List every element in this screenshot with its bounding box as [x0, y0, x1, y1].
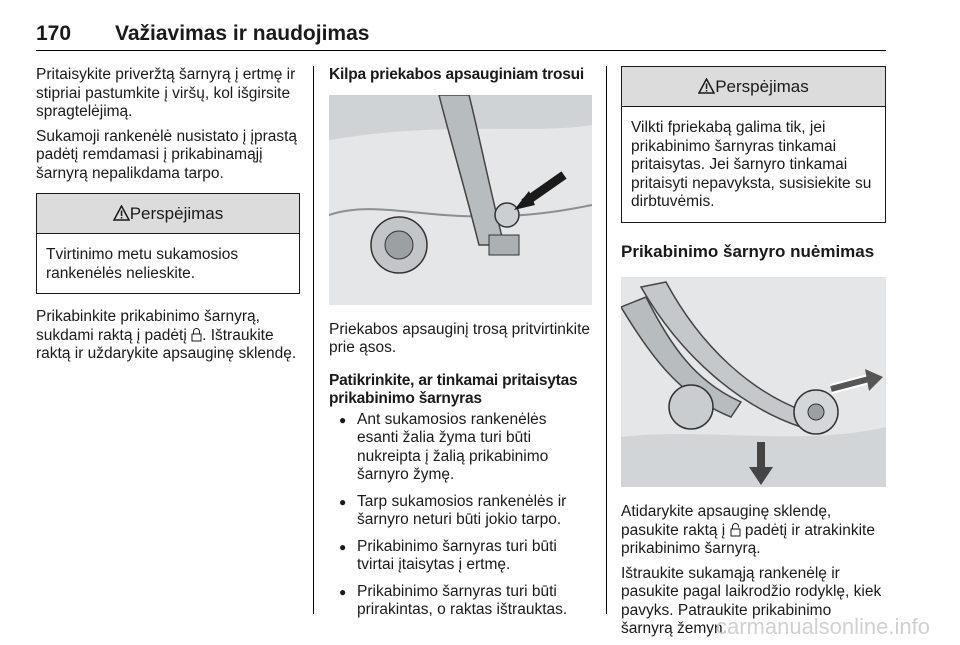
- page-number: 170: [36, 22, 72, 45]
- warning-title: Perspėjimas: [715, 77, 809, 96]
- column-1: [36, 66, 300, 370]
- text: padėtį ir atrakinkite prikabinimo šarnyrą.: [621, 521, 875, 557]
- column-3: [621, 66, 886, 645]
- warning-text: Tvirtinimo metu sukamosios rankenėlės nelieskite.: [46, 246, 239, 282]
- section-heading: Kilpa priekabos apsauginiam trosui: [329, 66, 585, 83]
- figure-caption: Priekabos apsauginį trosą pritvirtinkite prie ąsos.: [329, 320, 591, 356]
- paragraph: [621, 503, 886, 559]
- warning-text: Vilkti fpriekabą galima tik, jei prikabinimo šarnyras tinkamai pritaisytas. Jei šarnyro tinkamai pritaisyti nepavyksta, susisiekite su dirbtuvėmis.: [631, 119, 872, 210]
- watermark: carmanualsonline.info: [715, 614, 930, 639]
- text: . Ištraukite raktą ir uždarykite apsauginę sklendę.: [36, 326, 297, 362]
- list-item: ● Tarp sukamosios rankenėlės ir šarnyro neturi būti jokio tarpo.: [329, 493, 592, 530]
- page-title: Važiavimas ir naudojimas: [115, 22, 370, 45]
- warning-box: [36, 193, 300, 294]
- page-header: [36, 20, 886, 51]
- column-2: [329, 66, 592, 628]
- paragraph: Sukamoji rankenėlė nusistato į įprastą padėtį remdamasi į prikabinamąjį šarnyrą nepalikdama tarpo.: [36, 127, 298, 182]
- warning-icon: [113, 205, 130, 221]
- paragraph: Pritaisykite priveržtą šarnyrą į ertmę ir stipriai pastumkite į viršų, kol išgirsite spragtelėjimą.: [36, 66, 296, 120]
- warning-header: [37, 194, 299, 234]
- warning-box: [621, 66, 886, 223]
- list-item: ● Prikabinimo šarnyras turi būti tvirtai įtaisytas į ertmę.: [329, 538, 592, 575]
- paragraph: [36, 308, 300, 364]
- column-divider: [606, 66, 607, 614]
- check-list: [329, 411, 592, 620]
- column-divider: [313, 66, 314, 614]
- warning-header: [622, 67, 885, 107]
- warning-icon: [698, 78, 715, 94]
- check-heading: Patikrinkite, ar tinkamai pritaisytas prikabinimo šarnyras: [329, 371, 578, 407]
- trailer-cable-eye-illustration: [329, 95, 592, 305]
- remove-coupling-illustration: [621, 277, 886, 487]
- list-item: ● Ant sukamosios rankenėlės esanti žalia žyma turi būti nukreipta į žalią prikabinimo šarnyro žymę.: [329, 411, 592, 485]
- text: Prikabinkite prikabinimo šarnyrą, sukdami raktą į padėtį: [36, 308, 260, 344]
- lock-open-icon: [730, 522, 741, 537]
- lock-closed-icon: [191, 327, 202, 342]
- paragraph: Ištraukite sukamąją rankenėlę ir pasukite pagal laikrodžio rodyklę, kiek pavyks. Patraukite prikabinimo šarnyrą žemyn.: [621, 564, 882, 637]
- warning-title: Perspėjimas: [129, 204, 224, 223]
- list-item: ● Prikabinimo šarnyras turi būti prirakintas, o raktas ištrauktas.: [329, 583, 592, 620]
- text: Atidarykite apsauginę sklendę, pasukite raktą į: [621, 503, 832, 539]
- section-heading: Prikabinimo šarnyro nuėmimas: [621, 241, 875, 261]
